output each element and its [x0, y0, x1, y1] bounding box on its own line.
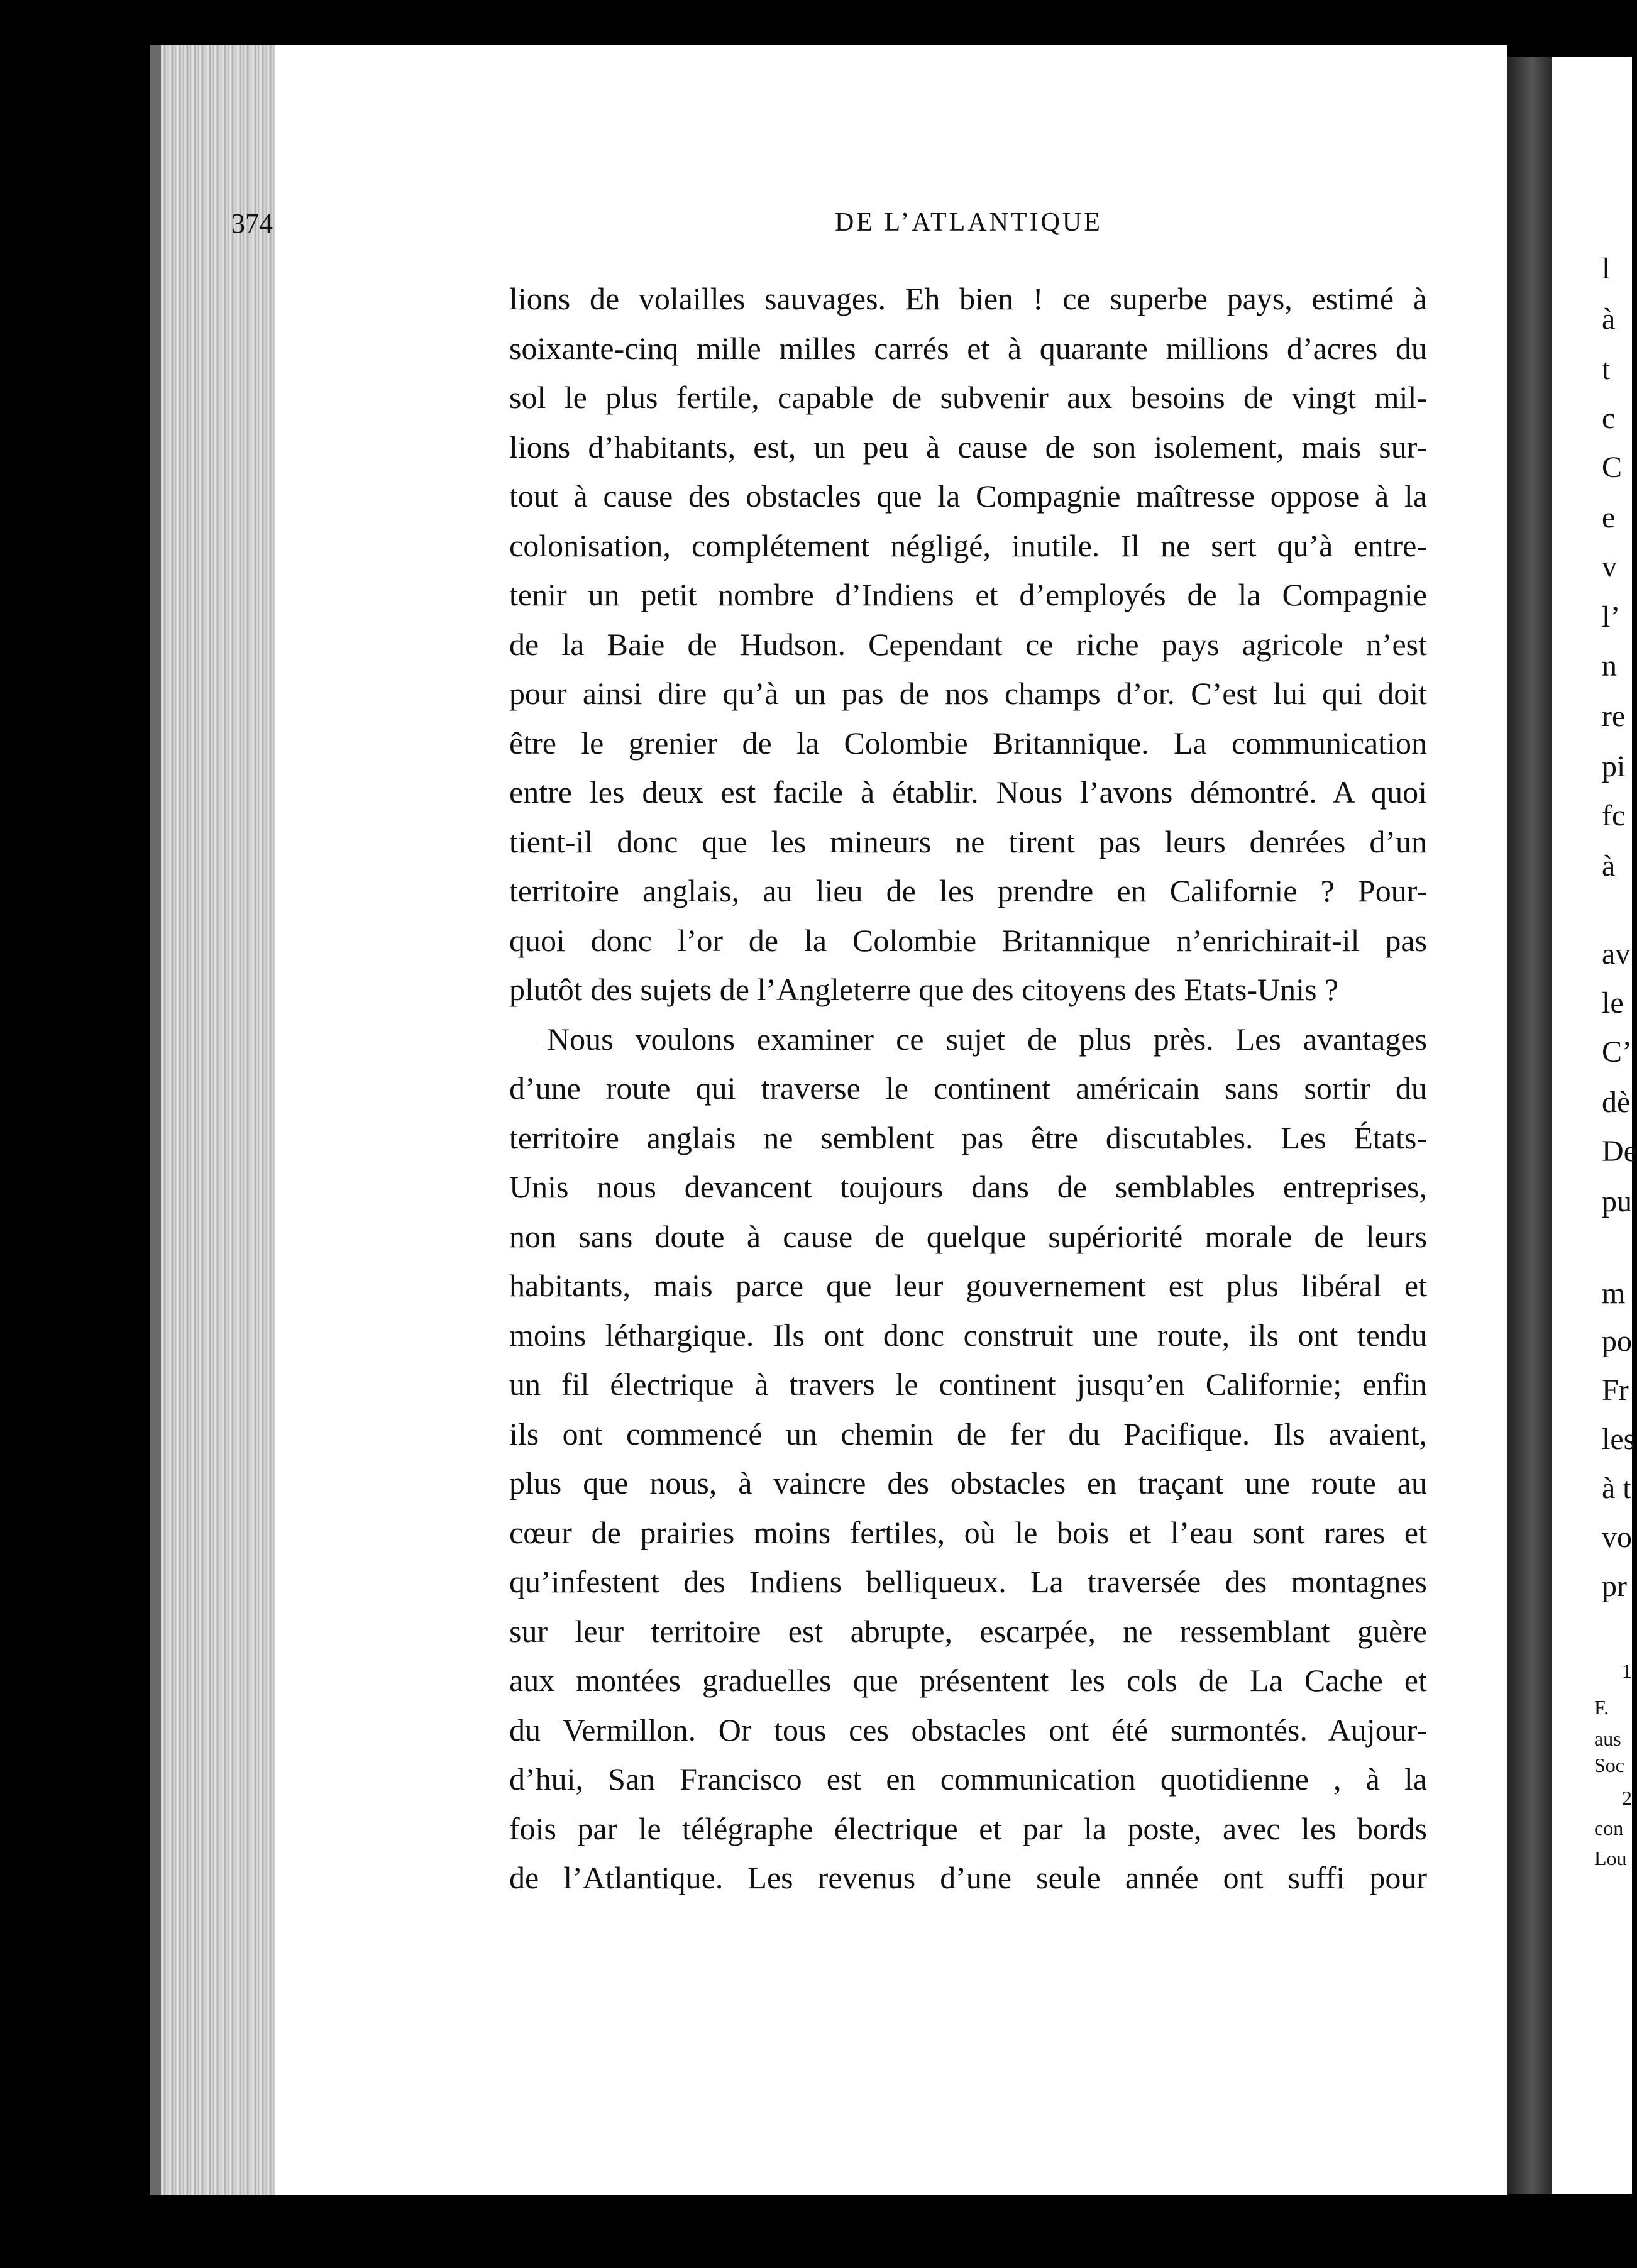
text-line: pour ainsi dire qu’à un pas de nos champs d’or. C’est lui qui doit	[509, 676, 1427, 711]
facing-text-fragment: po	[1602, 1324, 1632, 1358]
facing-footnote-fragment: aus	[1594, 1727, 1621, 1750]
body-text	[509, 274, 1427, 1903]
text-line: plutôt des sujets de l’Angleterre que des citoyens des Etats-Unis ?	[509, 972, 1339, 1007]
text-line: de la Baie de Hudson. Cependant ce riche pays agricole n’est	[509, 626, 1427, 662]
text-line: de l’Atlantique. Les revenus d’une seule année ont suffi pour	[509, 1860, 1427, 1895]
facing-text-fragment: le	[1602, 986, 1624, 1020]
facing-text-fragment: vo	[1602, 1521, 1632, 1554]
text-line: lions d’habitants, est, un peu à cause de son isolement, mais sur-	[509, 429, 1427, 465]
text-line: colonisation, complétement négligé, inutile. Il ne sert qu’à entre-	[509, 527, 1427, 563]
facing-text-fragment: à	[1602, 302, 1616, 336]
facing-text-fragment: pu	[1602, 1185, 1632, 1218]
text-line: moins léthargique. Ils ont donc construit une route, ils ont tendu	[509, 1317, 1427, 1353]
facing-text-fragment: Fr	[1602, 1373, 1629, 1407]
facing-footnote-fragment: Soc	[1594, 1754, 1624, 1776]
text-line: qu’infestent des Indiens belliqueux. La traversée des montagnes	[509, 1564, 1427, 1599]
text-line: territoire anglais, au lieu de les prendre en Californie ? Pour-	[509, 873, 1427, 908]
facing-text-fragment: av	[1602, 937, 1631, 971]
text-line: tenir un petit nombre d’Indiens et d’employés de la Compagnie	[509, 577, 1427, 612]
facing-text-fragment: à t	[1602, 1472, 1631, 1505]
facing-text-fragment: pi	[1602, 750, 1626, 783]
facing-text-fragment: l	[1602, 252, 1611, 285]
text-line: fois par le télégraphe électrique et par la poste, avec les bords	[509, 1810, 1427, 1846]
text-line: plus que nous, à vaincre des obstacles en traçant une route au	[509, 1465, 1427, 1500]
facing-text-fragment: De	[1602, 1135, 1637, 1168]
facing-text-fragment: m	[1602, 1277, 1626, 1310]
facing-page	[1552, 57, 1632, 2194]
book-page-edges	[150, 45, 287, 2195]
text-line: soixante-cinq mille milles carrés et à quarante millions d’acres du	[509, 330, 1427, 366]
facing-text-fragment: dè	[1602, 1086, 1631, 1119]
text-line: sol le plus fertile, capable de subvenir aux besoins de vingt mil-	[509, 380, 1427, 415]
text-line: d’hui, San Francisco est en communication quotidienne , à la	[509, 1761, 1427, 1797]
text-line: un fil électrique à travers le continent jusqu’en Californie; enfin	[509, 1367, 1427, 1402]
facing-footnote-fragment: 2	[1622, 1786, 1632, 1809]
facing-text-fragment: l’	[1602, 600, 1621, 634]
facing-text-fragment: pr	[1602, 1570, 1627, 1603]
facing-text-fragment: v	[1602, 550, 1617, 583]
facing-text-fragment: C	[1602, 451, 1623, 484]
text-line: entre les deux est facile à établir. Nous l’avons démontré. A quoi	[509, 774, 1427, 810]
text-line: Unis nous devancent toujours dans de semblables entreprises,	[509, 1169, 1427, 1204]
facing-text-fragment: à	[1602, 849, 1616, 883]
facing-text-fragment: les	[1602, 1423, 1636, 1456]
text-line: être le grenier de la Colombie Britannique. La communication	[509, 725, 1427, 761]
facing-footnote-fragment: F.	[1594, 1696, 1609, 1719]
text-line: ils ont commencé un chemin de fer du Pacifique. Ils avaient,	[509, 1416, 1427, 1451]
facing-text-fragment: C’	[1602, 1035, 1632, 1069]
text-line: habitants, mais parce que leur gouvernement est plus libéral et	[509, 1268, 1427, 1303]
running-head: DE L’ATLANTIQUE	[835, 208, 1103, 237]
text-line: non sans doute à cause de quelque supériorité morale de leurs	[509, 1218, 1427, 1254]
facing-text-fragment: e	[1602, 501, 1616, 534]
text-line: d’une route qui traverse le continent américain sans sortir du	[509, 1071, 1427, 1106]
facing-text-fragment: re	[1602, 700, 1626, 733]
book-gutter-shadow	[1507, 57, 1552, 2194]
text-line: du Vermillon. Or tous ces obstacles ont été surmontés. Aujour-	[509, 1712, 1427, 1748]
text-line: quoi donc l’or de la Colombie Britannique n’enrichirait-il pas	[509, 922, 1427, 958]
facing-text-fragment: n	[1602, 649, 1617, 683]
text-line: sur leur territoire est abrupte, escarpée, ne ressemblant guère	[509, 1613, 1427, 1649]
facing-text-fragment: c	[1602, 402, 1616, 435]
text-line: aux montées graduelles que présentent les cols de La Cache et	[509, 1663, 1427, 1698]
facing-text-fragment: t	[1602, 353, 1611, 386]
text-line: tout à cause des obstacles que la Compagnie maîtresse oppose à la	[509, 478, 1427, 514]
text-line: Nous voulons examiner ce sujet de plus près. Les avantages	[547, 1021, 1427, 1057]
facing-footnote-fragment: Lou	[1594, 1847, 1627, 1869]
text-line: tient-il donc que les mineurs ne tirent pas leurs denrées d’un	[509, 823, 1427, 859]
facing-footnote-fragment: 1	[1622, 1660, 1632, 1682]
page-number: 374	[231, 208, 273, 239]
text-line: lions de volailles sauvages. Eh bien ! ce superbe pays, estimé à	[509, 281, 1427, 316]
facing-footnote-fragment: con	[1594, 1817, 1624, 1839]
facing-text-fragment: fc	[1602, 799, 1626, 832]
text-line: cœur de prairies moins fertiles, où le bois et l’eau sont rares et	[509, 1514, 1427, 1550]
text-line: territoire anglais ne semblent pas être discutables. Les États-	[509, 1120, 1427, 1155]
